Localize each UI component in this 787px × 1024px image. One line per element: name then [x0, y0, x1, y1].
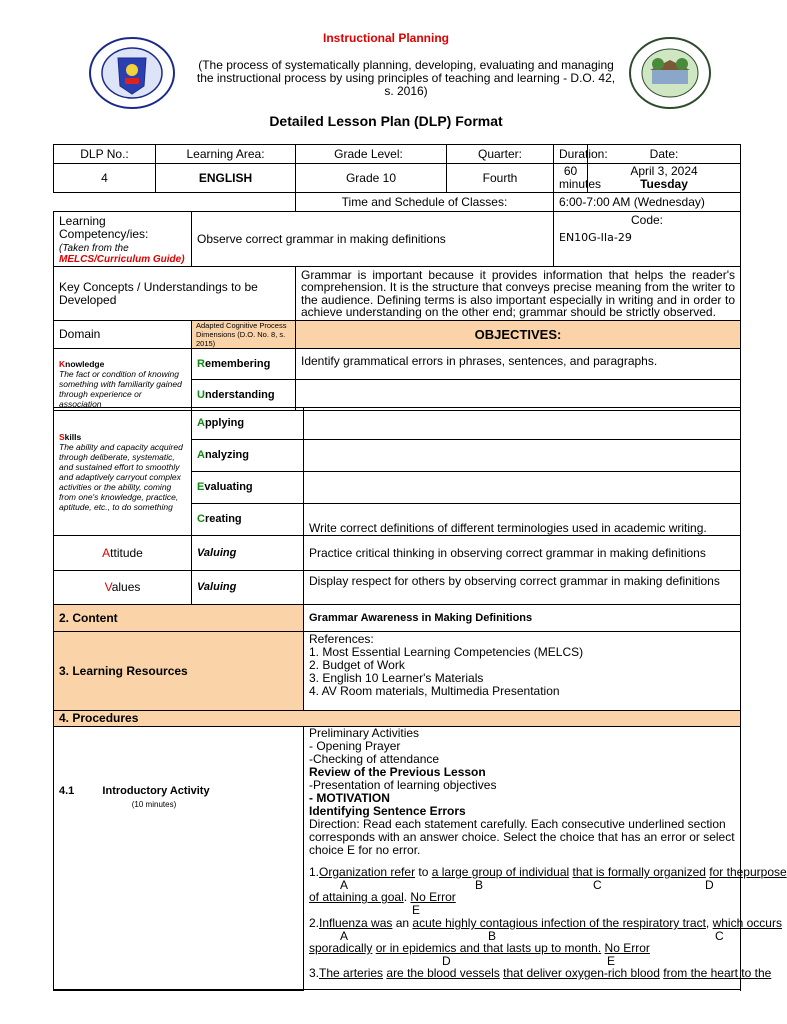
attitude-label	[54, 536, 192, 571]
values-objective: Display respect for others by observing correct grammar in making definitions	[304, 571, 741, 605]
applying-initial: A	[197, 417, 205, 429]
date-text: April 3, 2024	[630, 164, 698, 178]
evaluating-objective	[304, 472, 741, 504]
competency-note-source: MELCS/Curriculum Guide)	[59, 254, 185, 265]
content-label: 2. Content	[54, 605, 304, 632]
q1-letters	[309, 879, 735, 891]
competency-note	[59, 243, 186, 265]
quarter-header: Quarter:	[447, 145, 554, 164]
knowledge-initial: K	[59, 359, 66, 369]
q-number: 3.	[309, 966, 320, 980]
understanding-rest: nderstanding	[204, 388, 275, 401]
procedure-activity: Introductory Activity	[102, 785, 210, 797]
grade-level-value: Grade 10	[296, 164, 447, 193]
procedures-header: 4. Procedures	[54, 711, 741, 727]
q-text: .	[403, 890, 411, 904]
q-choice-b: acute highly contagious infection of the respiratory tract	[412, 916, 706, 930]
remembering-initial: R	[197, 357, 205, 370]
analyzing-label	[192, 440, 304, 472]
domain-label: Domain	[54, 321, 192, 349]
objectives-header: OBJECTIVES:	[296, 321, 741, 349]
letter-b: B	[475, 878, 484, 892]
applying-label	[192, 408, 304, 440]
procedure-minutes: (10 minutes)	[131, 800, 177, 809]
letter-a: A	[340, 929, 349, 943]
creating-initial: C	[197, 513, 205, 525]
q2-letters-de	[309, 955, 735, 967]
duration-header: Duration:	[554, 145, 588, 164]
adapted-dimensions: Adapted Cognitive Process Dimensions (D.O. No. 8, s. 2015)	[192, 321, 296, 349]
key-concepts-label: Key Concepts / Understandings to be Developed	[54, 267, 296, 321]
learning-resources-list	[304, 632, 741, 711]
letter-d: D	[705, 878, 714, 892]
q-choice-c: that deliver oxygen-rich blood	[503, 966, 660, 980]
skills-desc: The ability and capacity acquired through deliberate, systematic, and sustained effort to smoothly and adaptively carryout complex activities or the ability, coming from one's knowledge, practice, aptitude, etc., to do something	[59, 442, 183, 512]
lesson-plan-table-2	[53, 407, 787, 991]
dlp-no-value: 4	[54, 164, 156, 193]
q1-letters-e	[309, 904, 735, 916]
q-choice-d: from the heart to the	[663, 966, 772, 980]
date-value	[588, 164, 741, 193]
q-choice-e: No Error	[604, 941, 650, 955]
procedure-number: 4.1	[59, 785, 75, 797]
introductory-activity-label	[59, 785, 298, 798]
q2-letters	[309, 930, 735, 942]
page-title: Instructional Planning	[322, 31, 449, 45]
school-seal	[628, 36, 712, 110]
attitude-objective: Practice critical thinking in observing correct grammar in making definitions	[304, 536, 741, 571]
letter-c: C	[593, 878, 602, 892]
letter-c: C	[715, 929, 724, 943]
time-schedule-label: Time and Schedule of Classes:	[296, 193, 554, 212]
quarter-value: Fourth	[447, 164, 554, 193]
q-number: 2.	[309, 916, 320, 930]
proc-line: Preliminary Activities	[309, 726, 420, 740]
proc-line: - MOTIVATION	[309, 791, 390, 805]
creating-label	[192, 504, 304, 536]
understanding-label	[192, 380, 296, 411]
q-choice-a: The arteries	[319, 966, 384, 980]
evaluating-initial: E	[197, 481, 205, 493]
learning-area-header: Learning Area:	[156, 145, 296, 164]
question-1-line-1	[309, 865, 787, 879]
letter-d: D	[442, 954, 451, 968]
understanding-initial: U	[197, 388, 205, 401]
q-choice-a: Organization refer	[319, 865, 416, 879]
deped-seal	[88, 36, 176, 110]
values-rest: alues	[111, 580, 141, 594]
skills-initial: S	[59, 432, 65, 442]
attitude-initial: A	[102, 545, 111, 560]
competency-note-prefix: (Taken from the	[59, 243, 129, 254]
understanding-objective	[296, 380, 741, 411]
q-choice-c: which occurs	[712, 916, 782, 930]
skills-cell	[54, 408, 192, 536]
question-2-line-2	[309, 942, 735, 955]
page-subtitle: (The process of systematically planning, developing, evaluating and managing the instructional process by using principles of teaching and learning - D.O. 42, s. 2016)	[196, 58, 616, 98]
resource-item: 2. Budget of Work	[309, 658, 405, 672]
grade-level-header: Grade Level:	[296, 145, 447, 164]
q-text: ,	[705, 916, 713, 930]
competency-text: Observe correct grammar in making definitions	[192, 212, 554, 267]
day-text: Tuesday	[640, 177, 688, 191]
remembering-label	[192, 349, 296, 380]
introductory-activity-cell	[54, 727, 304, 991]
skills-label	[59, 432, 186, 442]
letter-b: B	[488, 929, 497, 943]
attitude-rest: ttitude	[110, 545, 143, 560]
introductory-activity-content	[304, 726, 787, 991]
evaluating-label	[192, 472, 304, 504]
values-level: Valuing	[192, 571, 304, 605]
q-text: to	[415, 865, 432, 879]
date-header: Date:	[588, 145, 741, 164]
q-choice-d-cont: of attaining a goal	[309, 890, 404, 904]
code-label: Code:	[630, 213, 664, 227]
knowledge-cell	[54, 349, 192, 411]
applying-objective	[304, 408, 741, 440]
proc-line: -Checking of attendance	[309, 752, 440, 766]
resource-item: References:	[309, 632, 374, 646]
question-3-line-1	[309, 966, 772, 980]
remembering-objective: Identify grammatical errors in phrases, sentences, and paragraphs.	[296, 349, 741, 380]
proc-line: Review of the Previous Lesson	[309, 765, 486, 779]
remembering-rest: emembering	[204, 357, 271, 370]
letter-e: E	[412, 903, 421, 917]
q-choice-c-cont: sporadically	[309, 941, 373, 955]
knowledge-rest: nowledge	[65, 359, 105, 369]
competency-label-cell	[54, 212, 192, 267]
direction-text: Direction: Read each statement carefully. Each consecutive underlined section corresponds with an answer choice. Select the choice that has an error or select choice E for no error.	[309, 817, 735, 857]
duration-value: 60 minutes	[554, 164, 588, 193]
evaluating-rest: valuating	[204, 481, 253, 493]
code-value: EN10G-IIa-29	[559, 231, 632, 244]
analyzing-objective	[304, 440, 741, 472]
knowledge-label	[59, 359, 186, 369]
analyzing-rest: nalyzing	[204, 449, 249, 461]
resource-item: 3. English 10 Learner's Materials	[309, 671, 484, 685]
q-choice-d: or in epidemics and that lasts up to month.	[375, 941, 602, 955]
values-label	[54, 571, 192, 605]
learning-area-value: ENGLISH	[156, 164, 296, 193]
applying-rest: pplying	[204, 417, 245, 429]
q-choice-c: that is formally organized	[572, 865, 706, 879]
q-number: 1.	[309, 865, 320, 879]
dlp-no-header: DLP No.:	[54, 145, 156, 164]
q-choice-b: a large group of individual	[431, 865, 570, 879]
question-1-line-2	[309, 891, 735, 904]
knowledge-desc: The fact or condition of knowing something with familiarity gained through experience or association	[59, 369, 182, 409]
resource-item: 1. Most Essential Learning Competencies (MELCS)	[309, 645, 584, 659]
question-2-line-1	[309, 916, 782, 930]
letter-e: E	[607, 954, 616, 968]
table-bottom-border	[53, 989, 741, 990]
lesson-plan-table-1	[53, 144, 741, 411]
analyzing-initial: A	[197, 449, 205, 461]
creating-objective: Write correct definitions of different terminologies used in academic writing.	[304, 504, 741, 536]
competency-label: Learning Competency/ies:	[59, 214, 149, 241]
proc-line: Identifying Sentence Errors	[309, 804, 466, 818]
q-text: an	[392, 916, 413, 930]
content-text: Grammar Awareness in Making Definitions	[304, 605, 741, 632]
proc-line: - Opening Prayer	[309, 739, 401, 753]
key-concepts-text: Grammar is important because it provides information that helps the reader's comprehension. It is the structure that conveys precise meaning from the writer to the audience. Defining terms is also important especially in writing and in order to achieve understanding on the other end; grammar should be strictly observed.	[296, 267, 741, 321]
q-choice-a: Influenza was	[319, 916, 393, 930]
code-cell	[554, 212, 741, 267]
values-initial: V	[104, 580, 112, 594]
q-choice-e: No Error	[410, 890, 456, 904]
proc-line: -Presentation of learning objectives	[309, 778, 497, 792]
letter-a: A	[340, 878, 349, 892]
q-choice-b: are the blood vessels	[386, 966, 500, 980]
creating-rest: reating	[204, 513, 242, 525]
skills-rest: kills	[64, 432, 82, 442]
learning-resources-label: 3. Learning Resources	[54, 632, 304, 711]
attitude-level: Valuing	[192, 536, 304, 571]
q-choice-d: for thepurpose	[709, 865, 787, 879]
time-schedule-value: 6:00-7:00 AM (Wednesday)	[554, 193, 741, 212]
resource-item: 4. AV Room materials, Multimedia Presentation	[309, 684, 560, 698]
dlp-heading: Detailed Lesson Plan (DLP) Format	[269, 113, 503, 129]
